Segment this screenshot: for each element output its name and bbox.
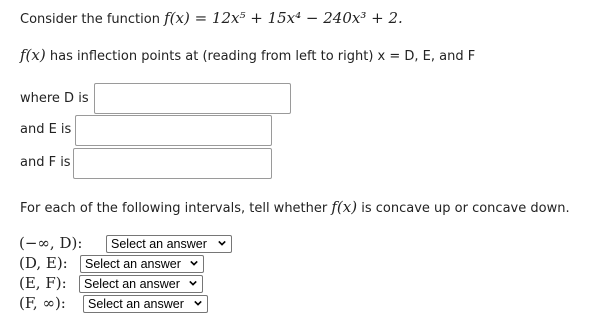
concavity-select-2[interactable] <box>80 255 204 273</box>
concavity-select-1[interactable] <box>106 235 232 253</box>
e-input[interactable] <box>75 115 272 146</box>
interval-label-4: (F, ∞): <box>19 294 66 312</box>
select-text-1: Select an answer <box>111 237 207 251</box>
function-statement <box>20 9 403 27</box>
d-label: where D is <box>20 91 89 106</box>
intro-text: Consider the function <box>20 12 160 27</box>
f-input[interactable] <box>73 148 272 179</box>
chevron-down-icon <box>189 279 197 287</box>
chevron-down-icon <box>194 299 202 307</box>
concavity-select-3[interactable] <box>79 275 203 293</box>
d-input[interactable] <box>94 83 291 114</box>
interval-label-3: (E, F): <box>19 274 67 292</box>
prompt-before: For each of the following intervals, tell whether <box>20 201 328 216</box>
chevron-down-icon <box>218 239 226 247</box>
inflection-statement <box>20 46 475 64</box>
interval-label-1: (−∞, D): <box>19 234 83 252</box>
select-text-2: Select an answer <box>85 257 181 271</box>
interval-label-2: (D, E): <box>19 254 68 272</box>
concavity-select-4[interactable] <box>83 295 208 313</box>
e-label: and E is <box>20 122 72 137</box>
select-text-4: Select an answer <box>88 297 184 311</box>
function-expression: f(x) = 12x⁵ + 15x⁴ − 240x³ + 2. <box>164 9 403 27</box>
prompt-function: f(x) <box>331 198 358 216</box>
concavity-prompt <box>20 198 570 216</box>
chevron-down-icon <box>190 259 198 267</box>
select-text-3: Select an answer <box>84 277 180 291</box>
f-label: and F is <box>20 155 71 170</box>
function-name: f(x) <box>20 46 46 64</box>
prompt-after: is concave up or concave down. <box>361 201 570 216</box>
inflection-text: has inflection points at (reading from left to right) x = D, E, and F <box>49 49 476 64</box>
